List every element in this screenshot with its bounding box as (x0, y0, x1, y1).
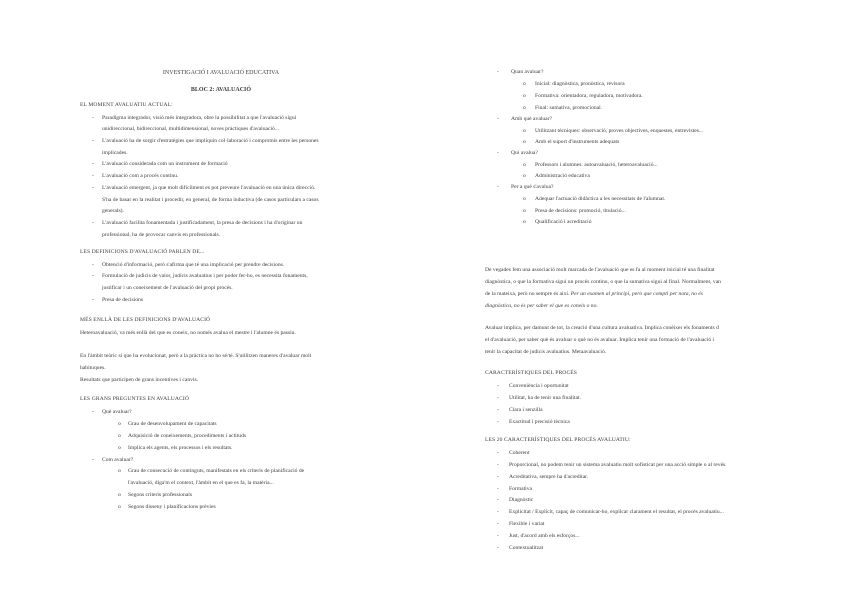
circle-bullet: o (523, 105, 526, 111)
paragraph-line (485, 292, 703, 298)
dash-bullet: - (92, 220, 94, 226)
dash-bullet: - (497, 419, 499, 425)
sub-list-item: Amb el suport d'instruments adequats (535, 139, 620, 145)
paragraph-line: Avaluar implica, per damunt de tot, la creació d'una cultura avaluativa. Implica conèixer els fonaments d (485, 325, 719, 331)
circle-bullet: o (118, 421, 121, 427)
sub-list-item: Implica els agents, els processos i els resultats. (128, 445, 233, 451)
list-item-line: L'avaluació emergent, ja que molt difícilment es pot preveure l'avaluació en una única direcció. (102, 185, 316, 191)
sub-list-item: Administració educativa (535, 173, 590, 179)
question-label: Quan avaluar? (511, 69, 544, 75)
dash-bullet: - (92, 273, 94, 279)
circle-bullet: o (523, 93, 526, 99)
document-title: INVESTIGACIÓ I AVALUACIÓ EDUCATIVA (162, 70, 280, 76)
list-item-line: Paradigma integrador, visió més integradora, obre la possibilitat a que l'avaluació sigui (102, 115, 297, 121)
question-label: Amb què avaluar? (511, 116, 553, 122)
sub-list-item: l'avaluació, diga'm el context, l'àmbit en el que es fa, la matèria... (128, 480, 274, 486)
circle-bullet: o (118, 504, 121, 510)
list-item: Flexible i variat (509, 521, 545, 527)
circle-bullet: o (523, 139, 526, 145)
list-item: Exactitud i precisió tècnica (509, 419, 570, 425)
list-item: Formativa (509, 486, 532, 492)
list-item: Clara i senzilla (509, 407, 543, 413)
list-item-line: Obtenció d'informació, però s'afirma que té una implicació per prendre decisions. (102, 262, 285, 268)
sub-list-item: Segons criteris professionals (128, 492, 193, 498)
dash-bullet: - (92, 297, 94, 303)
list-item: Proporcional, no podem tenir un sistema avaluatiu molt sofisticat per una acció simple o al revés. (509, 462, 727, 468)
paragraph-italic-line: diagnòstica, no és per saber el que es coneix o no. (485, 303, 598, 309)
circle-bullet: o (523, 173, 526, 179)
dash-bullet: - (497, 509, 499, 515)
sub-list-item: Professors i alumnes: autoavaluació, heteroavaluació... (535, 162, 658, 168)
list-item-line: L'avaluació com a procés continu. (102, 173, 179, 179)
sub-list-item: Presa de decisions: promoció, titulació... (535, 208, 626, 214)
list-item: Explicitat / Explícit, capaç de comunicar-ho, explicar clarament el resultat, el procés avaluatiu... (509, 509, 724, 515)
dash-bullet: - (92, 185, 94, 191)
list-item-line: L'avaluació considerada com un instrument de formació (102, 161, 228, 167)
question-label: Com avaluar? (102, 457, 134, 463)
paragraph-line: Resultats que participen de grans incentives i canvis. (80, 377, 199, 383)
circle-bullet: o (523, 219, 526, 225)
dash-bullet: - (92, 173, 94, 179)
question-label: Qui avalua? (511, 150, 538, 156)
paragraph-line: habituques. (80, 365, 106, 371)
section-heading-20-caracteristiques: LES 20 CARACTERÍSTIQUES DEL PROCÉS AVALUATIU: (485, 437, 631, 443)
sub-list-item: Grau de desenvolupament de capacitats (128, 421, 217, 427)
sub-list-item: Utilitzant tècniques: observació, proves objectives, enquestes, entrevistes... (535, 128, 704, 134)
dash-bullet: - (497, 116, 499, 122)
sub-list-item: Adquisició de coneixements, procediments i actituds (128, 433, 247, 439)
list-item-line: implicades. (102, 150, 128, 156)
circle-bullet: o (118, 445, 121, 451)
sub-list-item: Final: sumativa, promocional. (535, 105, 603, 111)
dash-bullet: - (497, 533, 499, 539)
dash-bullet: - (497, 521, 499, 527)
dash-bullet: - (497, 545, 499, 551)
list-item: Utilitat, ha de tenir una finalitat. (509, 395, 581, 401)
question-label: Què avaluar? (102, 409, 132, 415)
dash-bullet: - (497, 383, 499, 389)
dash-bullet: - (92, 115, 94, 121)
circle-bullet: o (118, 492, 121, 498)
circle-bullet: o (523, 81, 526, 87)
dash-bullet: - (497, 474, 499, 480)
list-item-line: Formulació de judicis de valor, judicis avaluatius i per poder fer-ho, es necessita fonaments, (102, 273, 308, 279)
list-item: Conveniència i oportunitat (509, 383, 569, 389)
list-item-line: professional, ha de provocar canvis en professionals. (102, 232, 221, 238)
dash-bullet: - (497, 497, 499, 503)
sub-list-item: Formativa: orientadora, reguladora, motivadora. (535, 93, 643, 99)
question-label: Per a què s'avalua? (511, 184, 554, 190)
list-item-line: L'avaluació ha de sorgir d'estratègies que impliquin col·laboració i compromís entre les persones (102, 138, 319, 144)
dash-bullet: - (497, 150, 499, 156)
dash-bullet: - (497, 69, 499, 75)
dash-bullet: - (92, 138, 94, 144)
sub-list-item: Qualificació i acreditació (535, 219, 592, 225)
paragraph-line: Heteroavaluació, va més enllà del que es coneix, no només avalua el mestre i l'alumne és passiu. (80, 330, 296, 336)
circle-bullet: o (523, 196, 526, 202)
circle-bullet: o (523, 208, 526, 214)
circle-bullet: o (118, 433, 121, 439)
dash-bullet: - (497, 462, 499, 468)
section-heading-caracteristiques: CARACTERÍSTIQUES DEL PROCÉS (485, 370, 578, 376)
dash-bullet: - (497, 395, 499, 401)
paragraph-line: De vegades fem una associació molt marcada de l'avaluació que es fa al moment inicial té una finalitat (485, 267, 715, 273)
list-item-line: Presa de decisions (102, 297, 144, 303)
dash-bullet: - (497, 450, 499, 456)
dash-bullet: - (92, 262, 94, 268)
section-heading-moment: EL MOMENT AVALUATIU ACTUAL: (80, 102, 173, 108)
section-heading-preguntes: LES GRANS PREGUNTES EN AVALUACIÓ (80, 396, 189, 402)
sub-list-item: Grau de consecució de continguts, manifestats en els criteris de planificació de (128, 468, 305, 474)
dash-bullet: - (92, 161, 94, 167)
list-item: Acreditativa, sempre ha d'acreditar. (509, 474, 589, 480)
dash-bullet: - (497, 184, 499, 190)
sub-list-item: Inicial: diagnòstica, pronòstica, revisora (535, 81, 625, 87)
list-item-line: L'avaluació facilita fonamentada i justificadament, la presa de decisions i ha d'originar un (102, 220, 303, 226)
circle-bullet: o (523, 162, 526, 168)
list-item: Coherent (509, 450, 530, 456)
sub-list-item: Segons disseny i planificacions prèvies (128, 504, 216, 510)
list-item-line: generals). (102, 208, 124, 214)
paragraph-text: de la mateixa, però no sempre és així. (485, 291, 571, 297)
list-item-line: justificar i un coneixement de l'avaluació del propi procés. (102, 285, 233, 291)
dash-bullet: - (497, 407, 499, 413)
circle-bullet: o (523, 128, 526, 134)
list-item-line: unidireccional, bidireccional, multidimensional, noves pràctiques d'avaluació... (102, 126, 280, 132)
paragraph-line: tenir la capacitat de judicis avaluatius. Metaavaluació. (485, 349, 607, 355)
section-heading-definicions: LES DEFINICIONS D'AVALUACIÓ PARLEN DE... (80, 249, 205, 255)
list-item: Just, d'acord amb els esforços... (509, 533, 580, 539)
list-item-line: S'ha de basar en la realitat i procedir, en general, de forma inductiva (de casos particulars a casos (102, 197, 319, 203)
document-subtitle: BLOC 2: AVALUACIÓ (190, 87, 252, 93)
sub-list-item: Adequar l'actuació didàctica a les necessitats de l'alumnat. (535, 196, 666, 202)
circle-bullet: o (118, 468, 121, 474)
dash-bullet: - (92, 409, 94, 415)
dash-bullet: - (92, 457, 94, 463)
list-item: Contextualitzat (509, 545, 544, 551)
paragraph-italic-text: Per un examen al principi, però que compti per nota, no és (570, 291, 703, 297)
section-heading-mes-enlla: MÉS ENLLÀ DE LES DEFINICIONS D'AVALUACIÓ (80, 317, 211, 323)
paragraph-line: el d'avaluació, per saber què és avaluar o què no és avaluar. Implica tenir una formació de l'avaluació i (485, 337, 715, 343)
dash-bullet: - (497, 486, 499, 492)
paragraph-line: En l'àmbit teòric sí que ha evolucionat, però a la pràctica no ho sé/té. S'utilitzen maneres d'avaluar molt (80, 353, 312, 359)
paragraph-line: diagnòstica, o que la formativa sigui un procés continu, o que la sumativa sigui al final. Normalment, van (485, 279, 721, 285)
list-item: Diagnòstic (509, 497, 534, 503)
